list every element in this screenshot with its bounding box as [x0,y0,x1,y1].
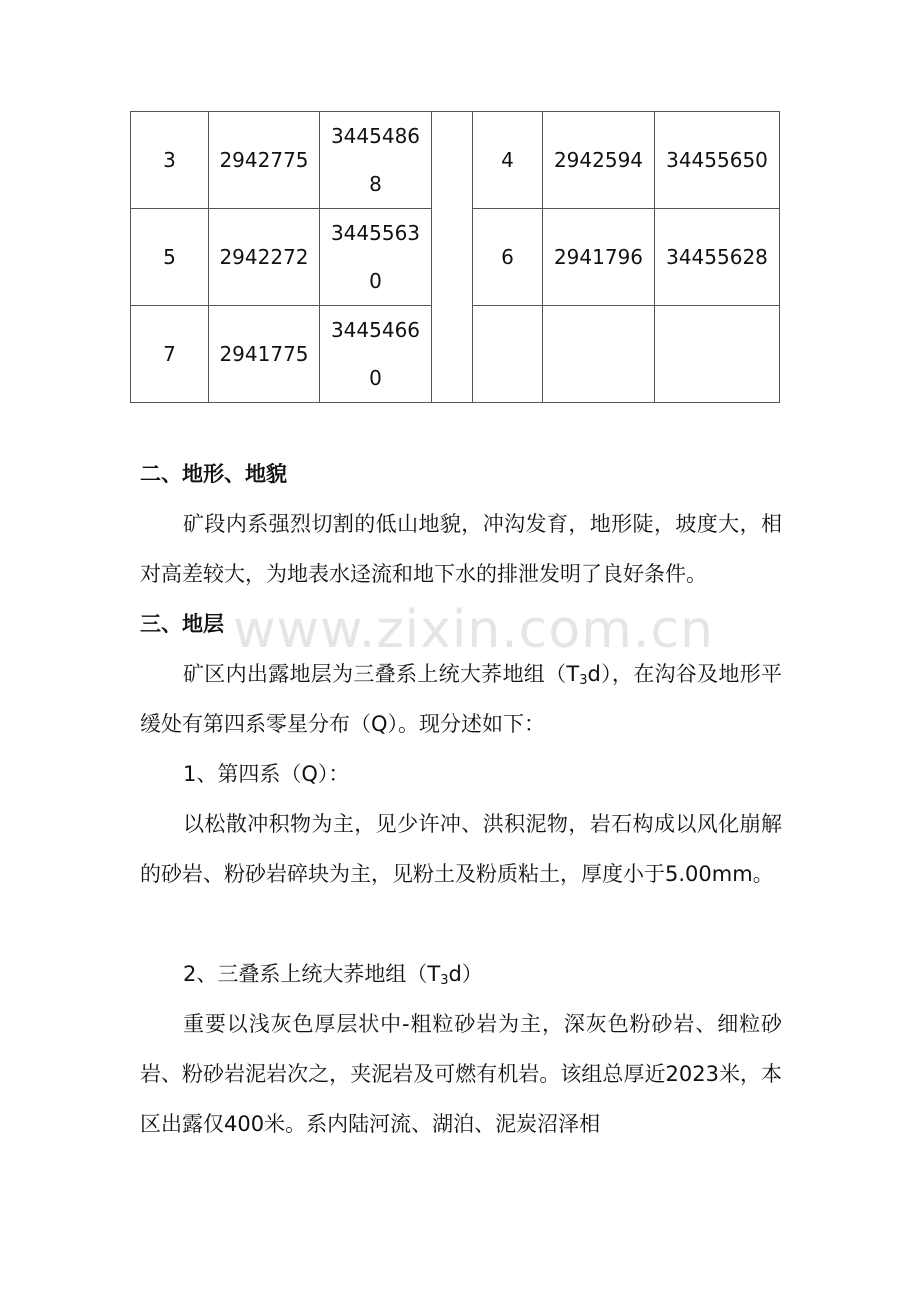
table-row [131,112,780,209]
subscript: 3 [579,673,588,688]
y-coordinate-cell [320,306,432,403]
item2-title-text-b: d） [448,962,483,986]
table-spacer-column [432,112,473,403]
x-coordinate-cell: 2942594 [543,112,655,209]
y-coordinate-value: 34455630 [330,221,421,293]
item1-title: 1、第四系（Q）： [183,762,350,786]
item2-paragraph: 重要以浅灰色厚层状中-粗粒砂岩为主，深灰色粉砂岩、细粒砂岩、粉砂岩泥岩次之，夹泥岩及可燃有机岩。该组总厚近2023米，本区出露仅400米。系内陆河流、湖泊、泥炭沼泽相 [140,1012,782,1136]
item2-title [140,949,782,999]
empty-cell [473,306,543,403]
point-number-cell: 7 [131,306,209,403]
section-heading-strata: 三、地层 [140,612,224,636]
subscript: 3 [440,973,449,988]
y-coordinate-value: 34454660 [330,318,421,390]
x-coordinate-cell: 2941796 [543,209,655,306]
item2-title-text-a: 2、三叠系上统大荞地组（T [183,962,441,986]
empty-cell [543,306,655,403]
x-coordinate-cell: 2942272 [209,209,320,306]
watermark: www.zixin.com.cn [233,600,714,660]
strata-intro-text-a: 矿区内出露地层为三叠系上统大荞地组（T [183,662,580,686]
y-coordinate-cell [320,209,432,306]
strata-intro-paragraph [140,649,782,749]
empty-cell [655,306,780,403]
y-coordinate-cell: 34455650 [655,112,780,209]
x-coordinate-cell: 2942775 [209,112,320,209]
point-number-cell: 3 [131,112,209,209]
y-coordinate-cell [320,112,432,209]
y-coordinate-cell: 34455628 [655,209,780,306]
x-coordinate-cell: 2941775 [209,306,320,403]
point-number-cell: 6 [473,209,543,306]
coordinate-table [130,111,780,403]
strata-intro-text-b: d），在沟谷及地形平缓处有第四系零星分布（Q）。现分述如下： [140,662,782,736]
terrain-paragraph: 矿段内系强烈切割的低山地貌，冲沟发育，地形陡，坡度大，相对高差较大，为地表水迳流和地下水的排泄发明了良好条件。 [140,512,782,586]
y-coordinate-value: 34454868 [330,124,421,196]
point-number-cell: 5 [131,209,209,306]
section-heading-terrain: 二、地形、地貌 [140,462,287,486]
point-number-cell: 4 [473,112,543,209]
item1-paragraph: 以松散冲积物为主，见少许冲、洪积泥物，岩石构成以风化崩解的砂岩、粉砂岩碎块为主，见粉土及粉质粘土，厚度小于5.00mm。 [140,812,782,886]
